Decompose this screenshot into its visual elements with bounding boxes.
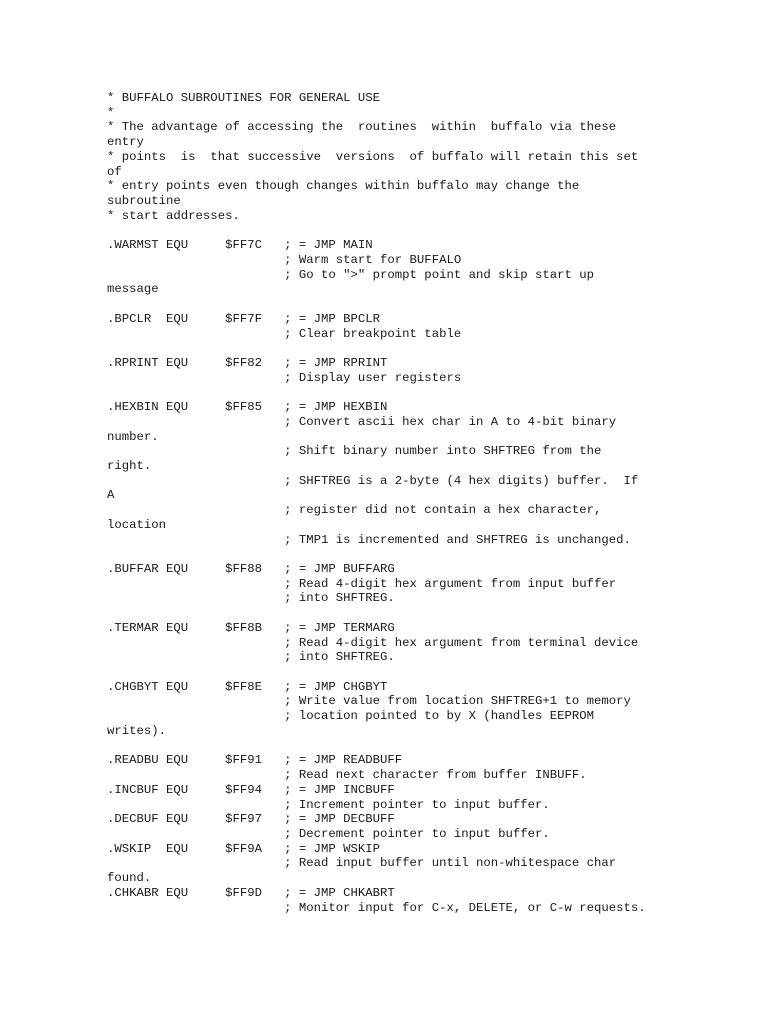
listing-line: ; Shift binary number into SHFTREG from the — [107, 444, 602, 459]
listing-line: ; into SHFTREG. — [107, 591, 395, 606]
listing-line: ; Read input buffer until non-whitespace char — [107, 856, 617, 871]
blank-line — [107, 297, 646, 312]
listing-line: ; SHFTREG is a 2-byte (4 hex digits) buffer. If — [107, 473, 639, 488]
listing-line: found. — [107, 871, 152, 886]
listing-line: A — [107, 488, 115, 503]
code-listing — [107, 91, 646, 915]
blank-line — [107, 385, 646, 400]
listing-line: * points is that successive versions of buffalo will retain this set — [107, 149, 639, 164]
blank-line — [107, 223, 646, 238]
blank-line — [107, 665, 646, 680]
listing-line: ; Decrement pointer to input buffer. — [107, 826, 550, 841]
listing-line: writes). — [107, 723, 167, 738]
listing-line: location — [107, 517, 167, 532]
listing-line: * — [107, 105, 115, 120]
listing-line: * BUFFALO SUBROUTINES FOR GENERAL USE — [107, 91, 381, 105]
listing-line: .BPCLR EQU $FF7F ; = JMP BPCLR — [107, 311, 381, 326]
listing-line: right. — [107, 458, 152, 473]
listing-line: ; Read 4-digit hex argument from terminal device — [107, 635, 639, 650]
listing-line: ; Monitor input for C-x, DELETE, or C-w requests. — [107, 900, 646, 915]
listing-line: ; Increment pointer to input buffer. — [107, 797, 550, 812]
listing-line: message — [107, 282, 159, 297]
listing-line: .CHGBYT EQU $FF8E ; = JMP CHGBYT — [107, 679, 388, 694]
listing-line: ; into SHFTREG. — [107, 650, 395, 665]
listing-line: subroutine — [107, 194, 181, 209]
listing-line: ; Read 4-digit hex argument from input buffer — [107, 576, 617, 591]
listing-line: ; register did not contain a hex character, — [107, 503, 602, 518]
listing-line: .DECBUF EQU $FF97 ; = JMP DECBUFF — [107, 812, 395, 827]
listing-line: ; TMP1 is incremented and SHFTREG is unchanged. — [107, 532, 631, 547]
listing-line: * entry points even though changes within buffalo may change the — [107, 179, 580, 194]
listing-line: .TERMAR EQU $FF8B ; = JMP TERMARG — [107, 620, 395, 635]
listing-line: .HEXBIN EQU $FF85 ; = JMP HEXBIN — [107, 400, 388, 415]
listing-line: ; Warm start for BUFFALO — [107, 252, 462, 267]
listing-line: .INCBUF EQU $FF94 ; = JMP INCBUFF — [107, 782, 395, 797]
listing-line: .RPRINT EQU $FF82 ; = JMP RPRINT — [107, 355, 388, 370]
listing-line: entry — [107, 135, 144, 150]
listing-line: ; Read next character from buffer INBUFF. — [107, 768, 587, 783]
listing-line: ; Convert ascii hex char in A to 4-bit binary — [107, 414, 617, 429]
listing-line: ; location pointed to by X (handles EEPROM — [107, 709, 595, 724]
listing-line: ; Clear breakpoint table — [107, 326, 462, 341]
listing-line: .READBU EQU $FF91 ; = JMP READBUFF — [107, 753, 403, 768]
listing-line: ; Go to ">" prompt point and skip start up — [107, 267, 595, 282]
listing-line: .WARMST EQU $FF7C ; = JMP MAIN — [107, 238, 373, 253]
blank-line — [107, 606, 646, 621]
listing-line: .BUFFAR EQU $FF88 ; = JMP BUFFARG — [107, 562, 395, 576]
listing-line: .WSKIP EQU $FF9A ; = JMP WSKIP — [107, 841, 381, 856]
listing-line: ; Display user registers — [107, 370, 462, 385]
listing-line: .CHKABR EQU $FF9D ; = JMP CHKABRT — [107, 885, 395, 900]
listing-line: number. — [107, 429, 159, 444]
listing-line: ; Write value from location SHFTREG+1 to memory — [107, 694, 631, 709]
blank-line — [107, 547, 646, 562]
listing-line: * The advantage of accessing the routines within buffalo via these — [107, 120, 617, 135]
listing-line: of — [107, 164, 122, 179]
listing-line: * start addresses. — [107, 208, 240, 223]
blank-line — [107, 341, 646, 356]
blank-line — [107, 739, 646, 754]
